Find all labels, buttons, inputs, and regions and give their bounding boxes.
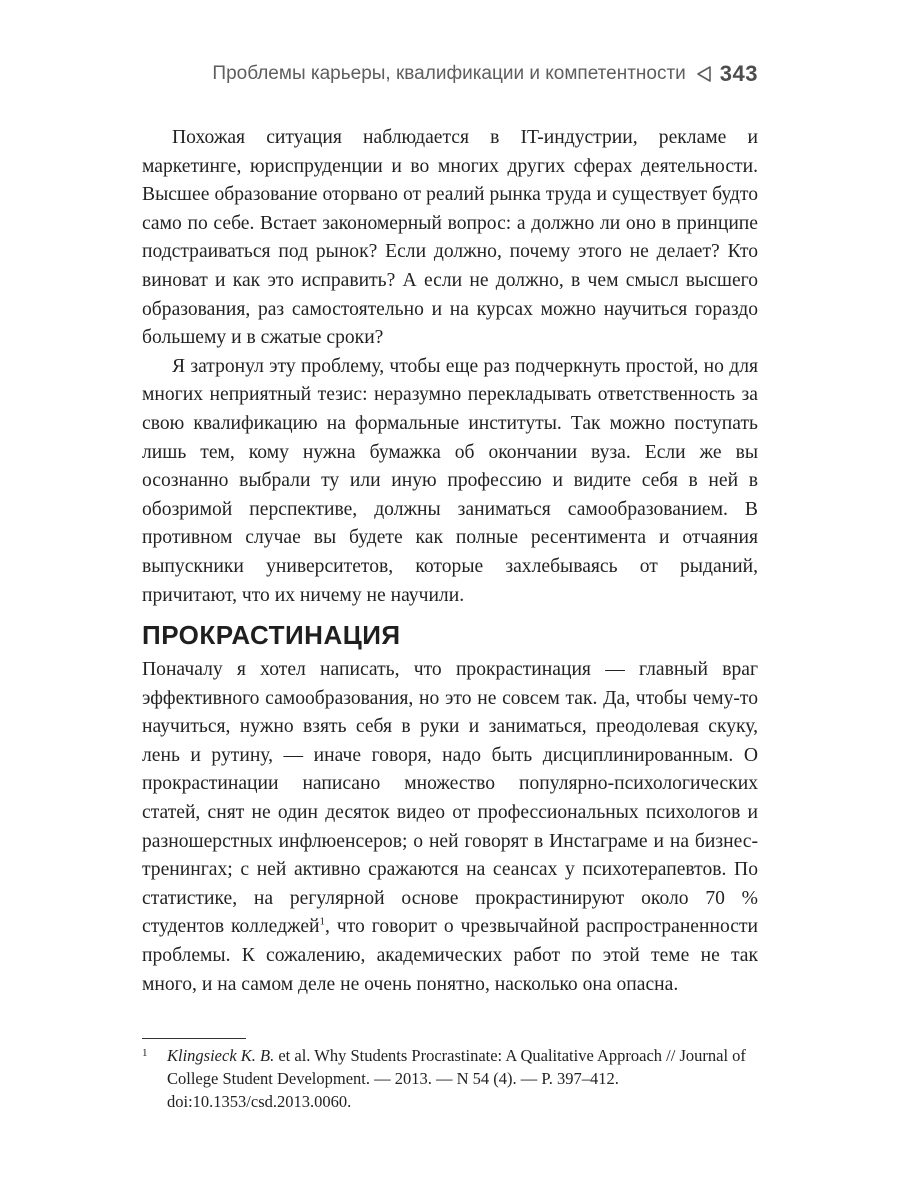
body-text-top xyxy=(142,124,758,610)
footnote-authors: Klingsieck K. B. xyxy=(167,1046,275,1065)
chapter-title: Проблемы карьеры, квалификации и компетентности xyxy=(212,63,686,84)
footnote-divider xyxy=(142,1038,246,1039)
running-header xyxy=(212,58,758,90)
paragraph: Я затронул эту проблему, чтобы еще раз подчеркнуть простой, но для многих неприятный тезис: неразумно перекладывать ответственность за свою квалификацию на формальные институты. Так можно поступать лишь тем, кому нужна бумажка об окончании вуза. Если же вы осознанно выбрали ту или иную профессию и видите себя в ней в обозримой перспективе, должны заниматься самообразованием. В противном случае вы будете как полные ресентимента и отчаяния выпускники университетов, которые захлебываясь от рыданий, причитают, что их ничему не научили. xyxy=(142,355,758,606)
paragraph: Похожая ситуация наблюдается в IT-индустрии, рекламе и маркетинге, юриспруденции и во многих других сферах деятельности. Высшее образование оторвано от реалий рынка труда и существует будто само по себе. Встает закономерный вопрос: а должно ли оно в принципе подстраиваться под рынок? Если должно, почему этого не делает? Кто виноват и как это исправить? А если не должно, в чем смысл высшего образования, раз самостоятельно и на курсах можно научиться гораздо большему и в сжатые сроки? xyxy=(142,127,758,349)
body-text-section xyxy=(142,656,758,999)
triangle-left-outline-icon xyxy=(696,65,712,83)
paragraph-text: Поначалу я хотел написать, что прокрастинация — главный враг эффективного самообразования, но это не совсем так. Да, чтобы чему-то научиться, нужно взять себя в руки и заниматься, преодолевая скуку, лень и рутину, — иначе говоря, надо быть дисциплинированным. О прокрастинации написано множество популярно-психологических статей, снят не один десяток видео от профессиональных психологов и разношерстных инфлюенсеров; о ней говорят в Инстаграме и на бизнес-тренингах; с ней активно сражаются на сеансах у психотерапевтов. По статистике, на регулярной основе прокрастинируют около 70 % студентов колледжей xyxy=(142,659,758,938)
footnote xyxy=(142,1044,758,1113)
footnote-text: et al. Why Students Procrastinate: A Qualitative Approach // Journal of College Student Development. — 2013. — N 54 (4). — P. 397–412. doi:10.1353/csd.2013.0060. xyxy=(167,1046,746,1111)
paragraph xyxy=(142,656,758,999)
footnote-mark: 1 xyxy=(142,1047,148,1059)
footnote-reference: 1 xyxy=(319,915,326,928)
section-heading: ПРОКРАСТИНАЦИЯ xyxy=(142,620,401,650)
page-number: 343 xyxy=(719,61,758,86)
paragraph-text: , что говорит о чрезвычайной распространенности проблемы. К сожалению, академических работ по этой теме не так много, и на самом деле не очень понятно, насколько она опасна. xyxy=(142,916,759,995)
